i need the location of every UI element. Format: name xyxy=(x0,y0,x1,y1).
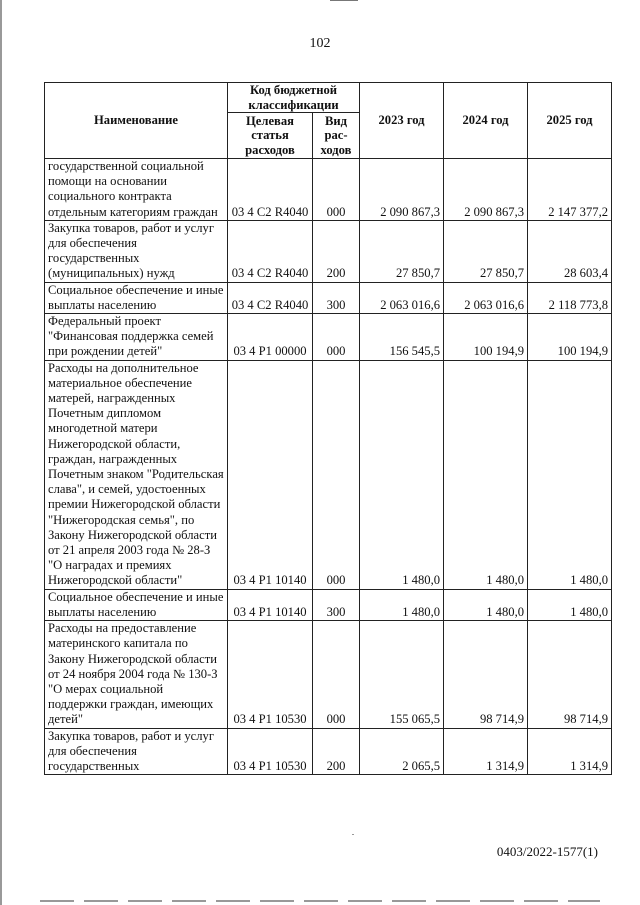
cell-expense-type: 300 xyxy=(313,282,360,313)
cell-amount-2024: 27 850,7 xyxy=(444,220,528,282)
cell-expense-type: 000 xyxy=(313,314,360,361)
cell-amount-2023: 155 065,5 xyxy=(360,621,444,728)
table-row xyxy=(45,159,612,221)
header-expense-type: Вид рас-ходов xyxy=(313,113,360,159)
table-row xyxy=(45,621,612,728)
cell-name: Социальное обеспечение и иные выплаты населению xyxy=(45,589,228,620)
header-year-2025: 2025 год xyxy=(528,83,612,159)
cell-amount-2023: 2 065,5 xyxy=(360,728,444,775)
cell-target-item: 03 4 С2 R4040 xyxy=(228,159,313,221)
cell-expense-type: 000 xyxy=(313,360,360,589)
cell-amount-2023: 27 850,7 xyxy=(360,220,444,282)
cell-name: Расходы на предоставление материнского капитала по Закону Нижегородской области от 24 ноября 2004 года № 130-З "О мерах социальной поддержки граждан, имеющих детей" xyxy=(45,621,228,728)
header-budget-code-group: Код бюджетной классификации xyxy=(228,83,360,113)
header-year-2024: 2024 год xyxy=(444,83,528,159)
cell-name: Федеральный проект "Финансовая поддержка семей при рождении детей" xyxy=(45,314,228,361)
cell-amount-2023: 1 480,0 xyxy=(360,360,444,589)
cell-amount-2025: 28 603,4 xyxy=(528,220,612,282)
scan-speck xyxy=(352,834,354,835)
cell-amount-2024: 1 480,0 xyxy=(444,589,528,620)
budget-table xyxy=(44,82,612,775)
cell-expense-type: 300 xyxy=(313,589,360,620)
cell-amount-2025: 1 480,0 xyxy=(528,360,612,589)
cell-target-item: 03 4 С2 R4040 xyxy=(228,220,313,282)
cell-name: государственной социальной помощи на основании социального контракта отдельным категориям граждан xyxy=(45,159,228,221)
cell-amount-2023: 156 545,5 xyxy=(360,314,444,361)
cell-amount-2025: 2 118 773,8 xyxy=(528,282,612,313)
cell-amount-2025: 1 314,9 xyxy=(528,728,612,775)
cell-amount-2023: 1 480,0 xyxy=(360,589,444,620)
cell-name: Закупка товаров, работ и услуг для обеспечения государственных xyxy=(45,728,228,775)
cell-expense-type: 200 xyxy=(313,728,360,775)
table-row xyxy=(45,360,612,589)
cell-amount-2025: 100 194,9 xyxy=(528,314,612,361)
cell-amount-2023: 2 063 016,6 xyxy=(360,282,444,313)
cell-target-item: 03 4 P1 10140 xyxy=(228,589,313,620)
cell-amount-2024: 2 063 016,6 xyxy=(444,282,528,313)
cell-amount-2024: 1 314,9 xyxy=(444,728,528,775)
cell-amount-2025: 2 147 377,2 xyxy=(528,159,612,221)
cell-amount-2024: 100 194,9 xyxy=(444,314,528,361)
cell-amount-2025: 1 480,0 xyxy=(528,589,612,620)
cell-expense-type: 000 xyxy=(313,621,360,728)
table-row xyxy=(45,282,612,313)
page-number: 102 xyxy=(309,36,331,51)
table-row xyxy=(45,589,612,620)
cell-amount-2024: 1 480,0 xyxy=(444,360,528,589)
cell-target-item: 03 4 P1 10530 xyxy=(228,621,313,728)
header-year-2023: 2023 год xyxy=(360,83,444,159)
cell-amount-2023: 2 090 867,3 xyxy=(360,159,444,221)
table-row xyxy=(45,728,612,775)
cell-amount-2024: 2 090 867,3 xyxy=(444,159,528,221)
table-body xyxy=(45,159,612,775)
cell-amount-2025: 98 714,9 xyxy=(528,621,612,728)
cell-name: Расходы на дополнительное материальное обеспечение матерей, награжденных Почетным дипломом многодетной матери Нижегородской области, граждан, награжденных Почетным знаком "Родительская слава", и семей, удостоенных премии Нижегородской области "Нижегородская семья", по Закону Нижегородской области от 21 апреля 2003 года № 28-З "О наградах и премиях Нижегородской области" xyxy=(45,360,228,589)
scan-top-mark xyxy=(330,0,358,1)
cell-name: Закупка товаров, работ и услуг для обеспечения государственных (муниципальных) нужд xyxy=(45,220,228,282)
header-name: Наименование xyxy=(45,83,228,159)
cell-target-item: 03 4 P1 10140 xyxy=(228,360,313,589)
cell-amount-2024: 98 714,9 xyxy=(444,621,528,728)
table-row xyxy=(45,314,612,361)
cell-name: Социальное обеспечение и иные выплаты населению xyxy=(45,282,228,313)
cell-target-item: 03 4 P1 10530 xyxy=(228,728,313,775)
scan-left-edge xyxy=(0,0,2,905)
cell-target-item: 03 4 С2 R4040 xyxy=(228,282,313,313)
cell-expense-type: 000 xyxy=(313,159,360,221)
cell-target-item: 03 4 P1 00000 xyxy=(228,314,313,361)
document-number: 0403/2022-1577(1) xyxy=(496,844,598,859)
header-target-item: Целевая статья расходов xyxy=(228,113,313,159)
table-header xyxy=(45,83,612,159)
cell-expense-type: 200 xyxy=(313,220,360,282)
scan-bottom-band xyxy=(40,900,600,902)
table-row xyxy=(45,220,612,282)
